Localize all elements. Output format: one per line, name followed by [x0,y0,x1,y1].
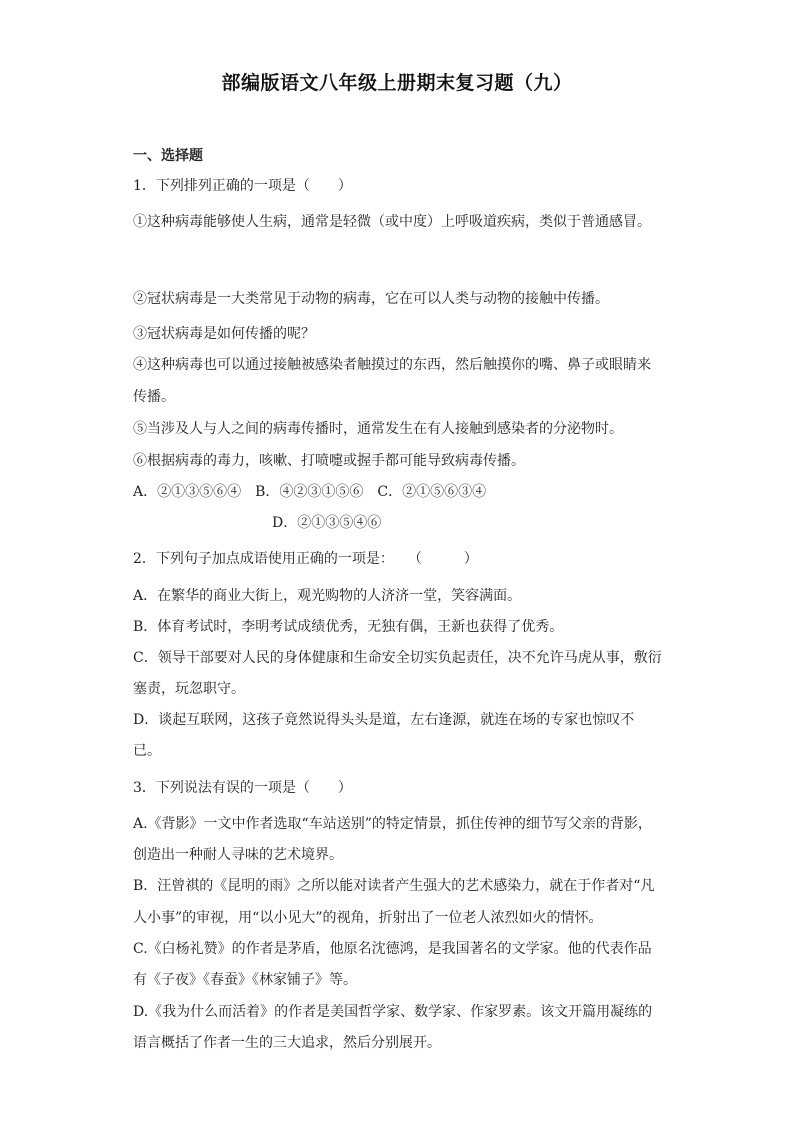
q2-option-c-line-1: C．领导干部要对人民的身体健康和生命安全切实负起责任，决不允许马虎从事，敷衍 [133,650,662,666]
q1-sentence-4-line-1: ④这种病毒也可以通过接触被感染者触摸过的东西，然后触摸你的嘴、鼻子或眼睛来 [133,357,651,373]
q1-sentence-2: ②冠状病毒是一大类常见于动物的病毒，它在可以人类与动物的接触中传播。 [133,291,609,307]
q3-option-d-line-2: 语言概括了作者一生的三大追求，然后分别展开。 [133,1035,441,1051]
section-heading: 一、选择题 [133,148,203,164]
q3-option-c-line-1: C.《白杨礼赞》的作者是茅盾，他原名沈德鸿，是我国著名的文学家。他的代表作品 [133,941,652,957]
question-2-stem: 2．下列句子加点成语使用正确的一项是： （ ） [133,551,478,567]
q2-option-a: A．在繁华的商业大街上，观光购物的人济济一堂，笑容满面。 [133,588,522,604]
q3-option-b-line-2: 人小事”的审视，用“以小见大”的视角，折射出了一位老人浓烈如火的情怀。 [133,910,603,926]
question-3-stem: 3．下列说法有误的一项是（ ） [133,780,352,796]
q3-option-a-line-1: A.《背影》一文中作者选取“车站送别”的特定情景，抓住传神的细节写父亲的背影， [133,816,652,832]
q3-option-b-line-1: B．汪曾祺的《昆明的雨》之所以能对读者产生强大的艺术感染力，就在于作者对“凡 [133,878,655,894]
q2-option-c-line-2: 塞责，玩忽职守。 [133,681,245,697]
q3-option-a-line-2: 创造出一种耐人寻味的艺术境界。 [133,847,343,863]
q1-sentence-3: ③冠状病毒是如何传播的呢？ [133,326,315,342]
page-title: 部编版语文八年级上册期末复习题（九） [221,72,573,94]
q1-sentence-5: ⑤当涉及人与人之间的病毒传播时，通常发生在有人接触到感染者的分泌物时。 [133,421,623,437]
q2-option-b: B．体育考试时，李明考试成绩优秀，无独有偶，王新也获得了优秀。 [133,619,564,635]
q1-options-abc: A．②①③⑤⑥④ B．④②③①⑤⑥ C．②①⑤⑥③④ [133,484,487,500]
q3-option-c-line-2: 有《子夜》《春蚕》《林家铺子》等。 [133,972,357,988]
q1-sentence-1: ①这种病毒能够使人生病，通常是轻微（或中度）上呼吸道疾病，类似于普通感冒。 [133,214,651,230]
q2-option-d-line-2: 已。 [133,743,161,759]
q1-option-d: D．②①③⑤④⑥ [272,515,382,531]
q1-sentence-6: ⑥根据病毒的毒力，咳嗽、打喷嚏或握手都可能导致病毒传播。 [133,453,525,469]
q3-option-d-line-1: D.《我为什么而活着》的作者是美国哲学家、数学家、作家罗素。该文开篇用凝练的 [133,1004,653,1020]
q2-option-d-line-1: D．谈起互联网，这孩子竟然说得头头是道，左右逢源，就连在场的专家也惊叹不 [133,712,635,728]
question-1-stem: 1．下列排列正确的一项是（ ） [133,178,352,194]
q1-sentence-4-line-2: 传播。 [133,389,175,405]
